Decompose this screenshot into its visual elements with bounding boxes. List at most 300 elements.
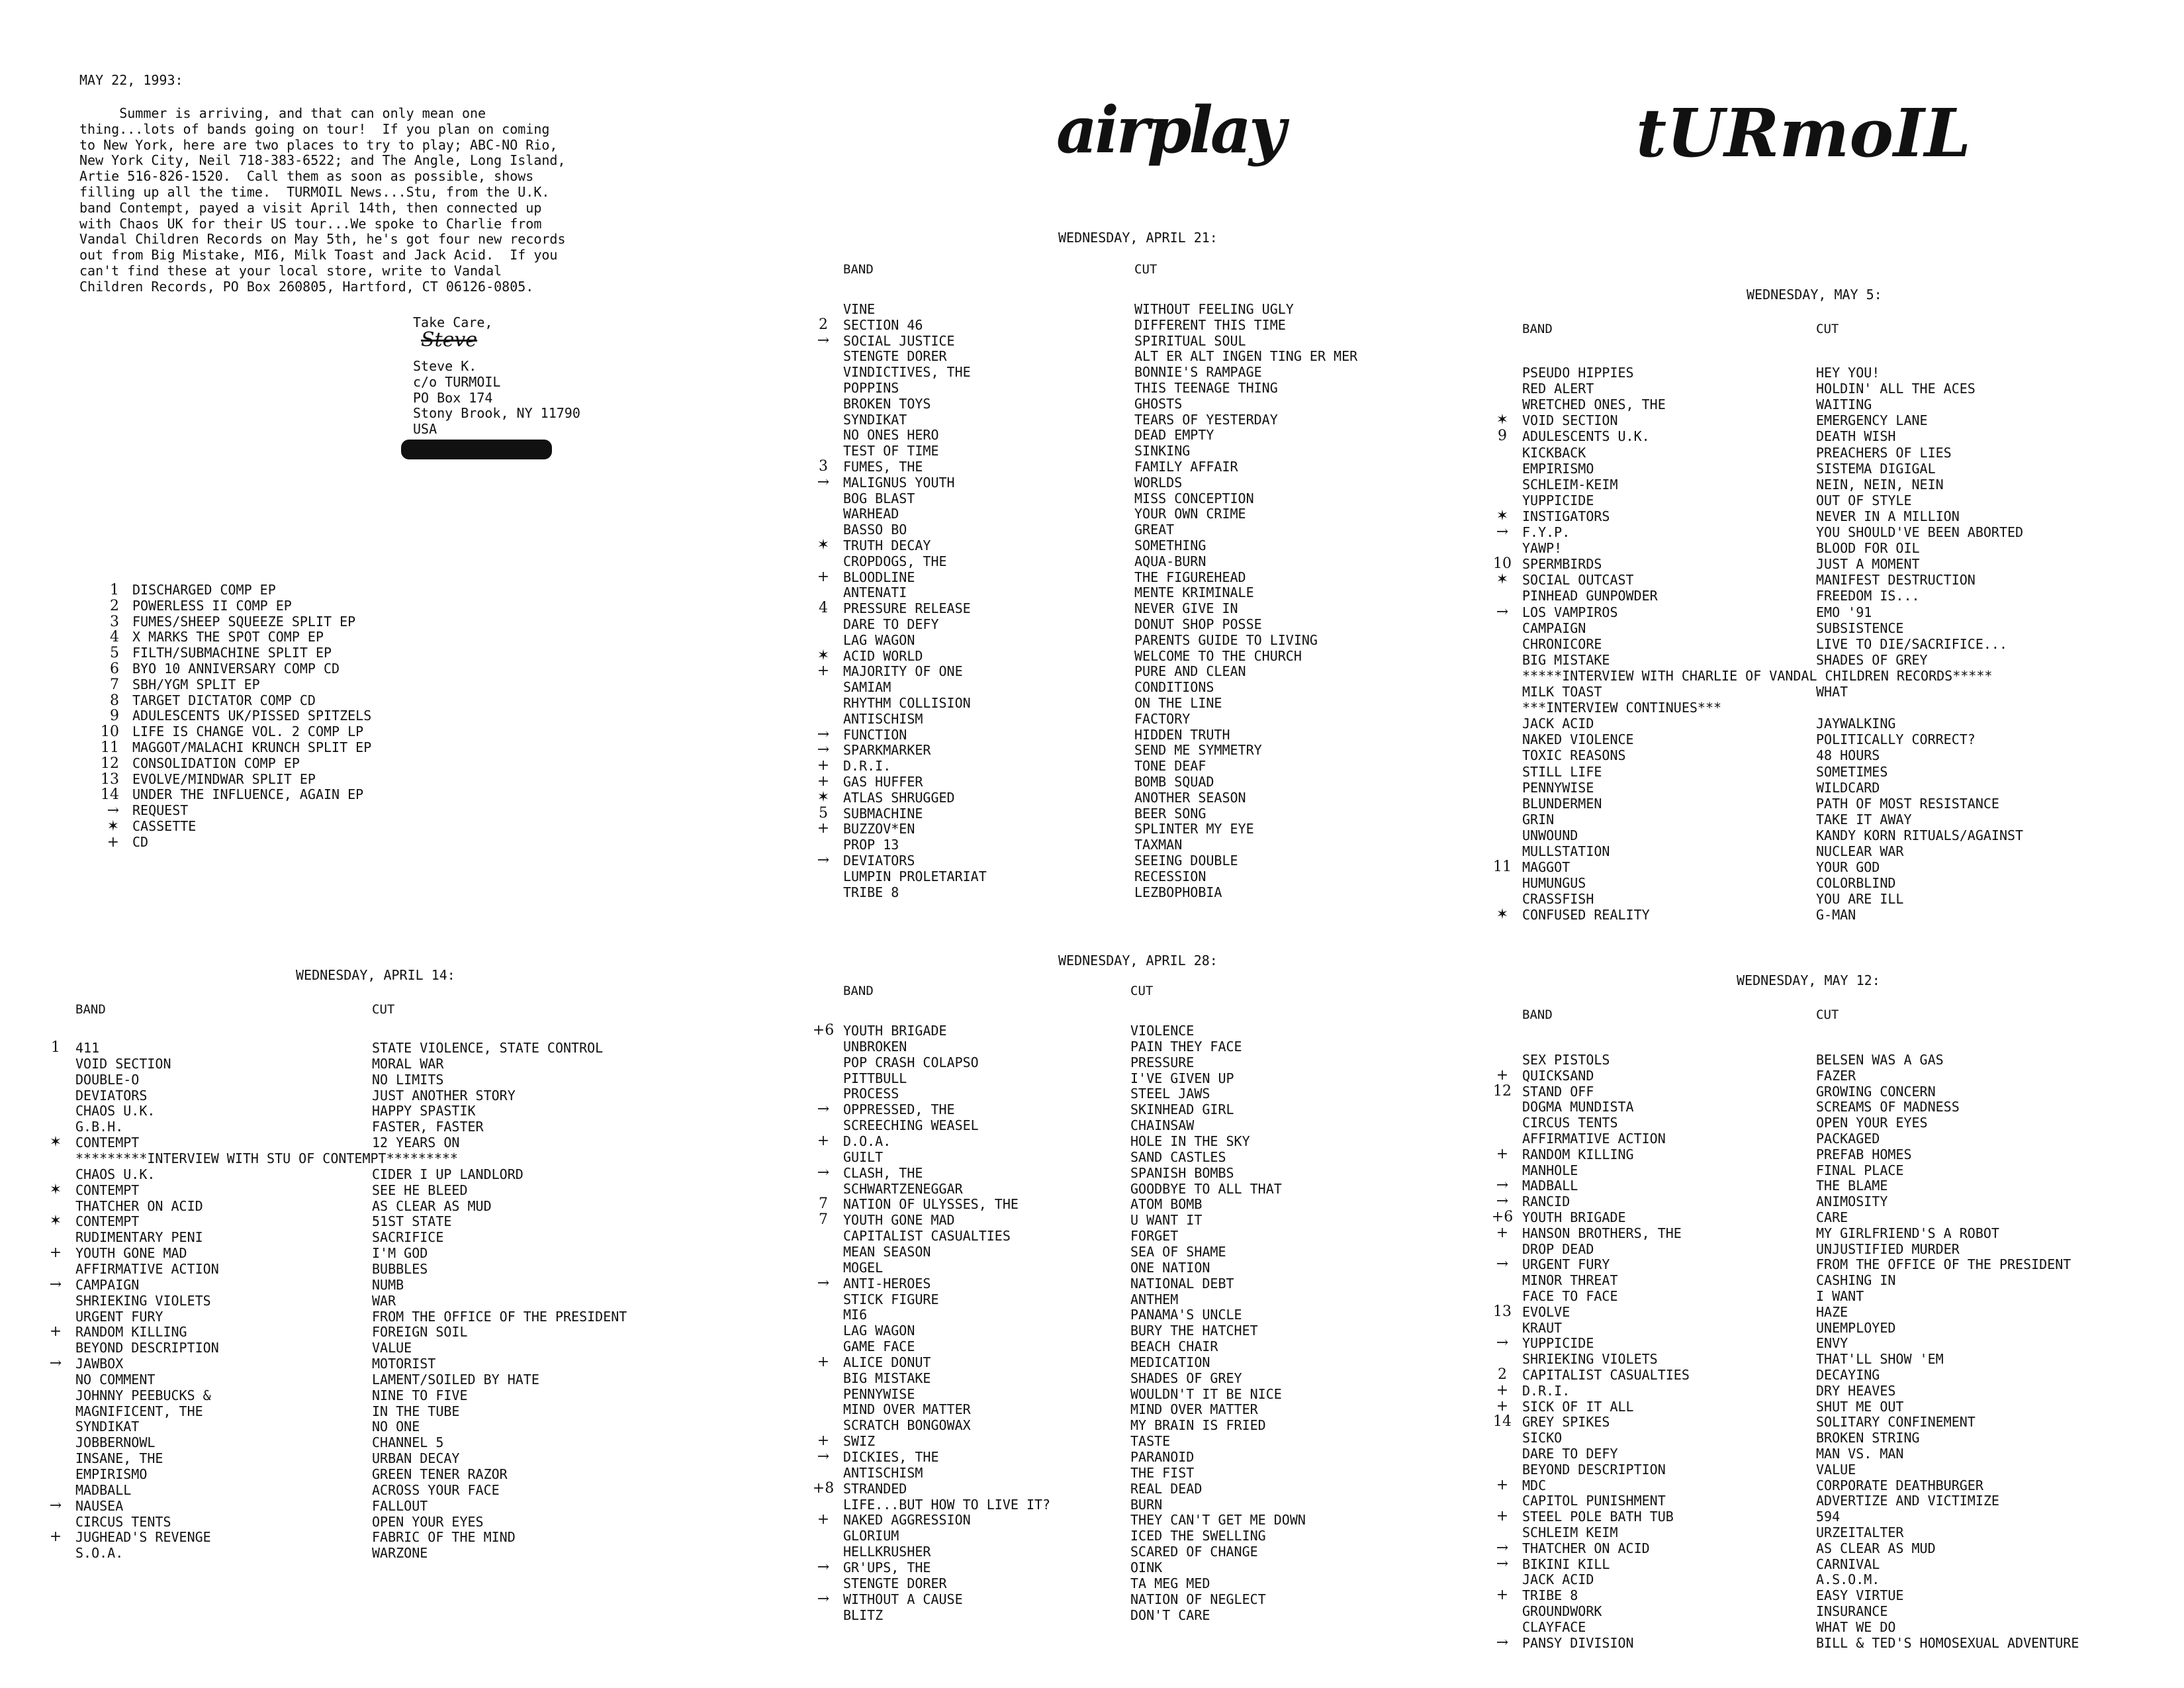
row-mark: + <box>817 820 830 837</box>
band-name: MADBALL <box>1522 1178 1578 1194</box>
row-mark: ✶ <box>1496 571 1509 588</box>
cut-name: SHADES OF GREY <box>1130 1370 1242 1386</box>
playlist-row <box>803 1118 1465 1134</box>
band-name: VOID SECTION <box>1522 412 1618 429</box>
band-name: TRIBE 8 <box>843 884 899 900</box>
row-mark: ✶ <box>49 1134 62 1151</box>
cut-name: IN THE TUBE <box>372 1403 460 1419</box>
row-mark: ✶ <box>1496 412 1509 429</box>
band-name: EVOLVE <box>1522 1303 1570 1320</box>
cut-name: MENTE KRIMINALE <box>1134 585 1254 601</box>
band-name: MEAN SEASON <box>843 1243 931 1260</box>
cut-name: NO LIMITS <box>372 1071 444 1088</box>
row-mark: 3 <box>819 458 828 475</box>
playlist-row <box>41 1530 782 1546</box>
playlist-row <box>803 302 1465 318</box>
cut-name: U WANT IT <box>1130 1212 1203 1229</box>
cut-name: MAN VS. MAN <box>1816 1446 1904 1462</box>
cut-name: WHAT WE DO <box>1816 1618 1896 1635</box>
band-name: BIG MISTAKE <box>843 1370 931 1386</box>
row-mark: + <box>817 757 830 774</box>
playlist-row <box>803 1071 1465 1087</box>
playlist-row <box>1492 461 2167 477</box>
cut-name: BILL & TED'S HOMOSEXUAL ADVENTURE <box>1816 1634 2079 1651</box>
cut-name: EASY VIRTUE <box>1816 1587 1904 1604</box>
playlist-row <box>803 1213 1465 1229</box>
band-name: S.O.A. <box>75 1545 124 1562</box>
band-name: STICK FIGURE <box>843 1291 939 1307</box>
band-name: PSEUDO HIPPIES <box>1522 365 1634 381</box>
playlist-row <box>803 1292 1465 1308</box>
cut-name: WOULDN'T IT BE NICE <box>1130 1385 1282 1402</box>
playlist-row <box>41 1467 782 1483</box>
band-name: MADBALL <box>75 1481 132 1498</box>
playlist-row <box>803 318 1465 334</box>
band-name: GREY SPIKES <box>1522 1414 1610 1430</box>
cut-name: LEZBOPHOBIA <box>1134 884 1222 900</box>
cut-name: MY BRAIN IS FRIED <box>1130 1417 1266 1434</box>
band-name: EMPIRISMO <box>1522 460 1594 477</box>
cut-name: ONE NATION <box>1130 1259 1210 1276</box>
playlist-row <box>803 633 1465 649</box>
playlist-row <box>1492 812 2167 828</box>
key-text: POWERLESS II COMP EP <box>132 597 292 614</box>
band-name: D.R.I. <box>843 758 891 774</box>
playlist-row <box>1492 1352 2167 1368</box>
cut-name: WARZONE <box>372 1545 428 1562</box>
band-name: INSTIGATORS <box>1522 508 1610 524</box>
band-name: SUBMACHINE <box>843 805 923 821</box>
playlist-row <box>803 1276 1465 1292</box>
playlist-row <box>803 1450 1465 1466</box>
cut-name: BEACH CHAIR <box>1130 1338 1218 1354</box>
cut-name: A.S.O.M. <box>1816 1571 1880 1588</box>
letter-line: can't find these at your local store, write to Vandal <box>79 262 502 279</box>
row-mark: ✶ <box>1496 906 1509 923</box>
playlist-row <box>41 1451 782 1467</box>
band-name: ANTISCHISM <box>843 710 923 727</box>
cut-name: GREAT <box>1134 522 1175 538</box>
cut-name: MY GIRLFRIEND'S A ROBOT <box>1816 1225 1999 1241</box>
cut-name: NEVER GIVE IN <box>1134 600 1238 617</box>
band-name: NO ONES HERO <box>843 427 939 444</box>
key-text: FUMES/SHEEP SQUEEZE SPLIT EP <box>132 613 356 630</box>
band-name: MIND OVER MATTER <box>843 1401 971 1418</box>
playlist-row <box>1492 1305 2167 1321</box>
key-text: SBH/YGM SPLIT EP <box>132 676 260 692</box>
band-name: CAPITOL PUNISHMENT <box>1522 1493 1666 1509</box>
band-name: CAMPAIGN <box>1522 620 1586 636</box>
cut-name: URZEITALTER <box>1816 1524 1904 1540</box>
cut-name: DEAD EMPTY <box>1134 427 1214 444</box>
address-line: USA <box>413 421 437 438</box>
band-name: GR'UPS, THE <box>843 1559 931 1575</box>
band-name: STRANDED <box>843 1480 907 1497</box>
row-mark: + <box>817 1353 830 1370</box>
cut-name: G-MAN <box>1816 907 1856 923</box>
cut-name: THIS TEENAGE THING <box>1134 380 1278 396</box>
playlist-row <box>803 365 1465 381</box>
playlist-row <box>1492 908 2167 923</box>
band-name: SWIZ <box>843 1433 876 1450</box>
cut-name: OINK <box>1130 1559 1163 1575</box>
cut-name: STATE VIOLENCE, STATE CONTROL <box>372 1040 604 1056</box>
cut-name: FOREIGN SOIL <box>372 1324 468 1340</box>
band-name: ALICE DONUT <box>843 1354 931 1370</box>
band-name: MAJORITY OF ONE <box>843 663 963 680</box>
band-name: WRETCHED ONES, THE <box>1522 397 1666 413</box>
row-mark: + <box>1496 1508 1509 1525</box>
band-name: CONTEMPT <box>75 1213 140 1230</box>
playlist-row <box>803 1402 1465 1418</box>
band-name: STENGTE DORER <box>843 348 947 365</box>
cut-name: FROM THE OFFICE OF THE PRESIDENT <box>372 1308 627 1325</box>
cut-name: CORPORATE DEATHBURGER <box>1816 1477 1983 1493</box>
key-text: CD <box>132 833 149 850</box>
cut-name: HAZE <box>1816 1303 1848 1320</box>
row-mark: 10 <box>1493 555 1512 573</box>
row-mark: + <box>1496 1066 1509 1084</box>
band-name: CONFUSED REALITY <box>1522 907 1650 923</box>
band-name: TRIBE 8 <box>1522 1587 1578 1604</box>
key-item <box>89 708 371 724</box>
address-line: PO Box 174 <box>413 389 493 406</box>
playlist-row <box>803 869 1465 885</box>
key-text: ADULESCENTS UK/PISSED SPITZELS <box>132 708 372 724</box>
cut-name: TAKE IT AWAY <box>1816 811 1912 827</box>
playlist-row <box>1492 493 2167 509</box>
playlist-row <box>1492 1115 2167 1131</box>
cut-name: BROKEN STRING <box>1816 1430 1920 1446</box>
cut-name: HEY YOU! <box>1816 365 1880 381</box>
band-name: RANDOM KILLING <box>1522 1146 1634 1162</box>
key-mark: 14 <box>101 786 119 804</box>
row-mark: 14 <box>1493 1413 1512 1430</box>
cut-name: WAR <box>372 1292 396 1309</box>
band-name: MULLSTATION <box>1522 843 1610 859</box>
cut-name: MOTORIST <box>372 1356 436 1372</box>
band-name: MAGGOT <box>1522 859 1570 876</box>
row-mark: + <box>817 773 830 790</box>
playlist-row <box>1492 1368 2167 1383</box>
cut-name: SCARED OF CHANGE <box>1130 1544 1258 1560</box>
cut-name: CASHING IN <box>1816 1272 1896 1289</box>
band-name: URGENT FURY <box>1522 1256 1610 1273</box>
playlist-row <box>1492 605 2167 621</box>
band-name: CLAYFACE <box>1522 1618 1586 1635</box>
row-mark: 2 <box>819 316 828 333</box>
playlist-row <box>803 774 1465 790</box>
playlist-row <box>803 1339 1465 1355</box>
band-name: YOUTH GONE MAD <box>843 1212 955 1229</box>
playlist-row <box>803 1371 1465 1387</box>
key-item <box>89 756 371 772</box>
playlist-row <box>1492 1084 2167 1100</box>
playlist-row <box>1492 509 2167 525</box>
band-name: CAPITALIST CASUALTIES <box>1522 1367 1690 1383</box>
playlist-title: WEDNESDAY, MAY 5: <box>1747 287 1882 303</box>
playlist-row <box>1492 413 2167 429</box>
row-mark: ✶ <box>49 1213 62 1230</box>
playlist-row <box>41 1499 782 1515</box>
band-name: FUNCTION <box>843 726 907 743</box>
cut-name: 594 <box>1816 1509 1841 1525</box>
band-name: JOBBERNOWL <box>75 1434 156 1451</box>
playlist-row <box>1492 1604 2167 1620</box>
playlist-row <box>1492 1557 2167 1573</box>
band-name: STILL LIFE <box>1522 763 1602 780</box>
cut-name: PACKAGED <box>1816 1131 1880 1147</box>
cut-name: THAT'LL SHOW 'EM <box>1816 1351 1944 1368</box>
row-mark: + <box>49 1323 62 1340</box>
row-mark: +6 <box>1491 1209 1514 1225</box>
playlist-row <box>41 1388 782 1404</box>
key-mark: 6 <box>110 660 119 677</box>
row-mark: + <box>817 1432 830 1450</box>
key-mark: 4 <box>110 629 119 646</box>
playlist-row <box>1492 1399 2167 1415</box>
cut-name: DEATH WISH <box>1816 428 1896 445</box>
row-mark: → <box>1496 603 1509 620</box>
playlist-row <box>803 1544 1465 1560</box>
row-mark: + <box>1496 1476 1509 1493</box>
key-mark: 11 <box>101 739 119 756</box>
row-mark: → <box>817 852 830 868</box>
playlist-row <box>803 444 1465 459</box>
playlist-row <box>1492 1273 2167 1289</box>
cut-name: PARENTS GUIDE TO LIVING <box>1134 632 1318 648</box>
cut-name: NATION OF NEGLECT <box>1130 1591 1266 1607</box>
cut-name: WELCOME TO THE CHURCH <box>1134 647 1302 664</box>
letter-line: thing...lots of bands going on tour! If you plan on coming <box>79 120 550 137</box>
key-text: LIFE IS CHANGE VOL. 2 COMP LP <box>132 724 364 740</box>
key-text: UNDER THE INFLUENCE, AGAIN EP <box>132 786 364 803</box>
band-name: PANSY DIVISION <box>1522 1634 1634 1651</box>
cut-name: 12 YEARS ON <box>372 1135 460 1151</box>
row-mark: 5 <box>819 804 828 821</box>
band-name: HUMUNGUS <box>1522 875 1586 892</box>
playlist-title: WEDNESDAY, APRIL 14: <box>296 967 455 983</box>
row-mark: ✶ <box>1496 507 1509 524</box>
band-name: DEVIATORS <box>843 853 915 868</box>
playlist-row <box>41 1546 782 1562</box>
letter-line: band Contempt, payed a visit April 14th, then connected up <box>79 199 542 216</box>
playlist-row <box>803 1608 1465 1624</box>
band-name: *********INTERVIEW WITH STU OF CONTEMPT********* <box>75 1150 458 1166</box>
row-mark: 7 <box>819 1211 828 1229</box>
playlist-row <box>803 1023 1465 1039</box>
cut-name: ANTHEM <box>1130 1291 1179 1307</box>
playlist-row <box>1492 892 2167 908</box>
cut-name: OUT OF STYLE <box>1816 492 1912 508</box>
letter-line: Children Records, PO Box 260805, Hartford, CT 06126-0805. <box>79 278 534 295</box>
playlist-row <box>41 1135 782 1151</box>
playlist-row <box>1492 828 2167 844</box>
cut-name: SACRIFICE <box>372 1229 444 1246</box>
band-name: PROP 13 <box>843 837 899 853</box>
band-name: SCREECHING WEASEL <box>843 1117 979 1134</box>
cut-name: SOMETIMES <box>1816 763 1888 780</box>
cut-name: FAMILY AFFAIR <box>1134 459 1238 475</box>
playlist-row <box>41 1419 782 1435</box>
row-mark: + <box>817 663 830 680</box>
cut-name: WITHOUT FEELING UGLY <box>1134 301 1294 317</box>
band-name: GLORIUM <box>843 1528 899 1544</box>
cut-name: GROWING CONCERN <box>1816 1083 1936 1100</box>
playlist-row <box>803 1182 1465 1197</box>
band-name: VINE <box>843 301 876 317</box>
band-name: YUPPICIDE <box>1522 1335 1594 1352</box>
band-name: CIRCUS TENTS <box>1522 1115 1618 1131</box>
key-text: CONSOLIDATION COMP EP <box>132 755 300 771</box>
band-name: VOID SECTION <box>75 1055 171 1072</box>
playlist-row <box>803 349 1465 365</box>
row-mark: ✶ <box>49 1181 62 1198</box>
letter-line: Artie 516-826-1520. Call them as soon as possible, shows <box>79 168 534 185</box>
cut-name: VALUE <box>1816 1461 1856 1477</box>
cut-name: DONUT SHOP POSSE <box>1134 616 1262 632</box>
key-item <box>89 645 371 661</box>
playlist-row <box>1492 1541 2167 1557</box>
band-name: SPARKMARKER <box>843 742 931 759</box>
band-name: RED ALERT <box>1522 381 1594 397</box>
cut-name: CARE <box>1816 1209 1848 1225</box>
playlist-row <box>803 1355 1465 1371</box>
playlist-row <box>1492 765 2167 780</box>
band-name: CONTEMPT <box>75 1135 140 1151</box>
playlist-row <box>41 1151 782 1167</box>
playlist-row <box>803 853 1465 869</box>
row-mark: +8 <box>812 1479 835 1497</box>
cut-name: 51ST STATE <box>372 1213 452 1230</box>
band-name: URGENT FURY <box>75 1308 163 1325</box>
row-mark: → <box>1496 1335 1509 1352</box>
cut-name: DIFFERENT THIS TIME <box>1134 316 1286 333</box>
band-name: SCHWARTZENEGGAR <box>843 1180 963 1197</box>
playlist-row <box>803 1434 1465 1450</box>
cut-name: TAXMAN <box>1134 837 1183 853</box>
playlist-row <box>1492 780 2167 796</box>
cut-name: NATIONAL DEBT <box>1130 1275 1234 1291</box>
playlist-row <box>803 885 1465 901</box>
playlist-row <box>803 649 1465 665</box>
key-mark: 8 <box>110 692 119 709</box>
row-mark: + <box>49 1528 62 1546</box>
band-name: BASSO BO <box>843 522 907 538</box>
key-item <box>89 598 371 614</box>
band-name: MINOR THREAT <box>1522 1272 1618 1289</box>
band-name: DROP DEAD <box>1522 1241 1594 1257</box>
cut-name: ATOM BOMB <box>1130 1196 1203 1213</box>
band-header: BAND <box>1522 322 1553 336</box>
band-name: TRUTH DECAY <box>843 538 931 553</box>
playlist-row <box>1492 860 2167 876</box>
row-mark: → <box>49 1276 62 1293</box>
cut-name: UNEMPLOYED <box>1816 1319 1896 1336</box>
playlist-row <box>1492 621 2167 637</box>
cut-header: CUT <box>1134 262 1158 277</box>
band-name: JUGHEAD'S REVENGE <box>75 1529 211 1546</box>
cut-name: TASTE <box>1130 1433 1171 1450</box>
playlist-row <box>803 506 1465 522</box>
playlist-row <box>803 1387 1465 1403</box>
playlist-row <box>1492 1242 2167 1258</box>
cut-name: FABRIC OF THE MIND <box>372 1529 516 1546</box>
row-mark: +6 <box>812 1022 835 1039</box>
cut-name: NINE TO FIVE <box>372 1387 468 1403</box>
playlist-row <box>1492 1430 2167 1446</box>
band-name: FUMES, THE <box>843 459 923 475</box>
band-name: WARHEAD <box>843 506 899 522</box>
playlist-row <box>803 727 1465 743</box>
key-text: MAGGOT/MALACHI KRUNCH SPLIT EP <box>132 739 372 755</box>
band-name: RANDOM KILLING <box>75 1324 187 1340</box>
band-name: SICK OF IT ALL <box>1522 1398 1634 1415</box>
key-item <box>89 787 371 803</box>
cut-name: BLOOD FOR OIL <box>1816 540 1920 557</box>
playlist-row <box>803 1244 1465 1260</box>
band-name: PRESSURE RELEASE <box>843 600 971 617</box>
cut-name: I'VE GIVEN UP <box>1130 1070 1234 1086</box>
band-name: LOS VAMPIROS <box>1522 604 1618 620</box>
row-mark: 7 <box>819 1196 828 1213</box>
playlist-row <box>41 1072 782 1088</box>
cut-name: SOLITARY CONFINEMENT <box>1816 1414 1976 1430</box>
cut-name: PREACHERS OF LIES <box>1816 444 1952 461</box>
band-name: OPPRESSED, THE <box>843 1102 955 1118</box>
cut-name: VALUE <box>372 1340 412 1356</box>
cut-name: SEA OF SHAME <box>1130 1243 1226 1260</box>
playlist-row <box>41 1483 782 1499</box>
key-item <box>89 693 371 709</box>
band-name: BIG MISTAKE <box>1522 651 1610 668</box>
playlist-row <box>1492 1178 2167 1194</box>
band-name: G.B.H. <box>75 1119 124 1135</box>
band-name: SEX PISTOLS <box>1522 1052 1610 1068</box>
playlist-row <box>41 1088 782 1104</box>
cut-name: FREEDOM IS... <box>1816 588 1920 604</box>
band-name: BLOODLINE <box>843 569 915 585</box>
cut-name: SHADES OF GREY <box>1816 651 1928 668</box>
band-name: UNWOUND <box>1522 827 1578 843</box>
cut-name: BELSEN WAS A GAS <box>1816 1052 1944 1068</box>
row-mark: 2 <box>1498 1366 1507 1383</box>
cut-name: TA MEG MED <box>1130 1575 1210 1591</box>
band-name: BIKINI KILL <box>1522 1556 1610 1572</box>
band-name: NATION OF ULYSSES, THE <box>843 1196 1019 1213</box>
cut-name: AQUA-BURN <box>1134 553 1206 569</box>
band-name: RHYTHM COLLISION <box>843 695 971 711</box>
key-item <box>89 677 371 693</box>
band-name: SOCIAL OUTCAST <box>1522 572 1634 588</box>
key-item <box>89 614 371 630</box>
cut-name: ANOTHER SEASON <box>1134 789 1246 806</box>
playlist-row <box>1492 573 2167 588</box>
band-name: INSANE, THE <box>75 1450 163 1467</box>
key-mark: 10 <box>101 724 119 741</box>
row-mark: → <box>1496 1193 1509 1210</box>
band-name: ATLAS SHRUGGED <box>843 789 955 806</box>
cut-name: MIND OVER MATTER <box>1130 1401 1258 1418</box>
cut-name: JAYWALKING <box>1816 716 1896 732</box>
playlist-row <box>803 1197 1465 1213</box>
cut-name: DRY HEAVES <box>1816 1382 1896 1399</box>
letter-line: with Chaos UK for their US tour...We spoke to Charlie from <box>79 215 542 232</box>
band-name: SOCIAL JUSTICE <box>843 332 955 349</box>
cut-name: PARANOID <box>1130 1449 1195 1465</box>
playlist-row <box>1492 397 2167 413</box>
cut-name: SPANISH BOMBS <box>1130 1164 1234 1181</box>
